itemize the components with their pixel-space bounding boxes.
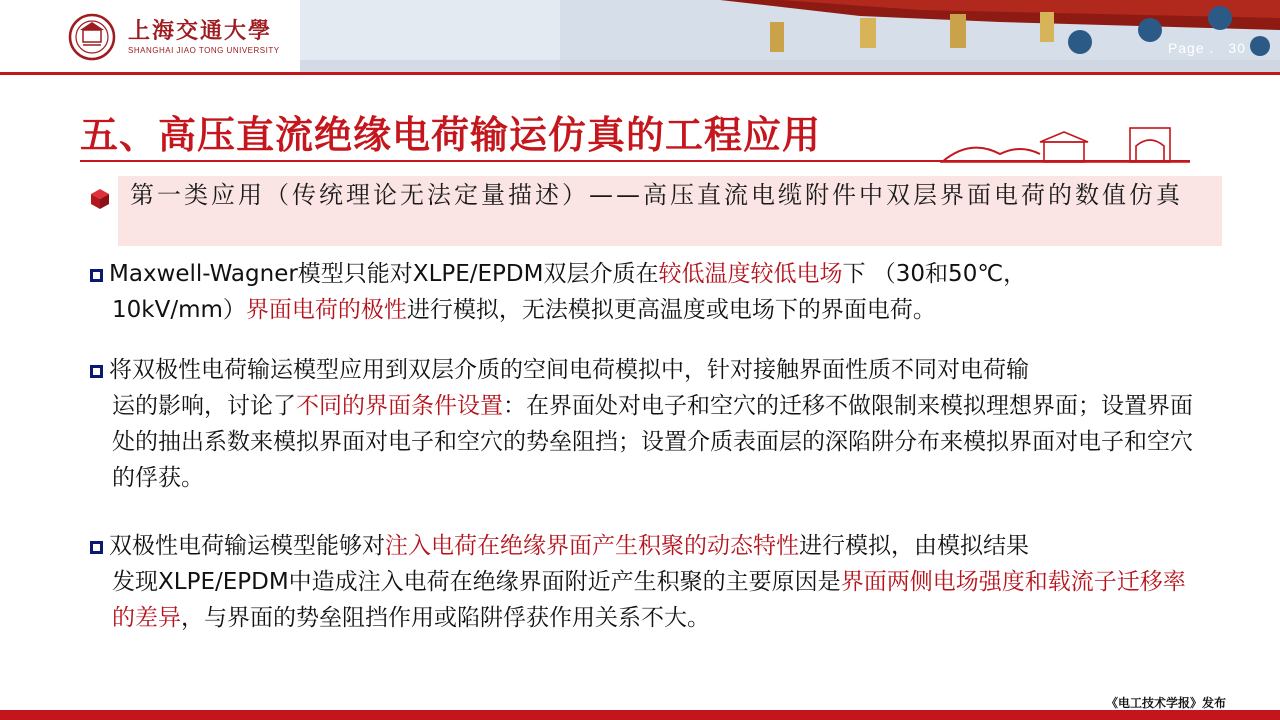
square-bullet-icon — [90, 541, 103, 554]
square-bullet-icon — [90, 269, 103, 282]
callout-text: 第一类应用（传统理论无法定量描述）——高压直流电缆附件中双层界面电荷的数值仿真 — [130, 181, 1183, 209]
bullet-2-highlight: 不同的界面条件设置 — [296, 393, 503, 419]
bullet-item-1 — [90, 256, 1202, 328]
square-bullet-icon — [90, 365, 103, 378]
bullet-3-highlight: 注入电荷在绝缘界面产生积聚的动态特性 — [385, 533, 799, 559]
title-underline — [80, 160, 1190, 162]
bullet-2-continuation — [90, 388, 1202, 496]
bullet-1-highlight: 界面电荷的极性 — [245, 297, 407, 323]
bullet-3-text: 进行模拟，由模拟结果 — [799, 533, 1029, 559]
footer-source: 《电工技术学报》发布 — [1105, 696, 1226, 710]
bullet-item-2 — [90, 352, 1202, 496]
header-divider — [0, 72, 1280, 75]
university-logo — [66, 12, 296, 62]
bullet-1-text: 下 （30和50℃， — [842, 261, 1027, 287]
footer-bar — [0, 710, 1280, 720]
bullet-1-continuation — [90, 292, 1202, 328]
slide-title: 五、高压直流绝缘电荷输运仿真的工程应用 — [80, 113, 822, 157]
bullet-1-text: Maxwell-Wagner模型只能对XLPE/EPDM双层介质在 — [109, 261, 659, 287]
bullet-1-highlight: 较低温度较低电场 — [658, 261, 843, 287]
page-label: Page . — [1167, 40, 1215, 56]
bullet-3-highlight: 界面两侧电场强度和载流子迁移率的差异 — [112, 569, 1186, 631]
bullet-3-continuation — [90, 564, 1202, 636]
bullet-2-text: 运的影响，讨论了 — [112, 393, 296, 419]
bullet-2-text: ：在界面处对电子和空穴的迁移不做限制来模拟理想界面；设置界面处的抽出系数来模拟界面对电子和空穴的势垒阻挡；设置介质表面层的深陷阱分布来模拟界面对电子和空穴的俘获。 — [112, 393, 1193, 491]
page-indicator — [1168, 40, 1246, 56]
section-callout — [118, 176, 1222, 246]
architecture-banner-image — [300, 0, 1280, 72]
university-seal-icon — [66, 12, 122, 62]
bullet-1-text: 10kV/mm） — [112, 297, 246, 323]
bullet-2-text: 将双极性电荷输运模型应用到双层介质的空间电荷模拟中，针对接触界面性质不同对电荷输 — [109, 357, 1029, 383]
bullet-3-text: ，与界面的势垒阻挡作用或陷阱俘获作用关系不大。 — [181, 605, 710, 631]
logo-chinese-name: 上海交通大學 — [128, 18, 273, 44]
bullet-item-3 — [90, 528, 1202, 636]
bullet-1-text: 进行模拟，无法模拟更高温度或电场下的界面电荷。 — [406, 297, 936, 323]
bullet-3-text: 发现XLPE/EPDM中造成注入电荷在绝缘界面附近产生积聚的主要原因是 — [112, 569, 841, 595]
cube-bullet-icon — [90, 188, 110, 210]
bullet-1-line — [109, 261, 1026, 287]
header-banner — [0, 0, 1280, 72]
bullet-3-text: 双极性电荷输运模型能够对 — [109, 533, 385, 559]
page-number: 30 — [1228, 40, 1246, 56]
logo-english-name: SHANGHAI JIAO TONG UNIVERSITY — [128, 46, 280, 55]
